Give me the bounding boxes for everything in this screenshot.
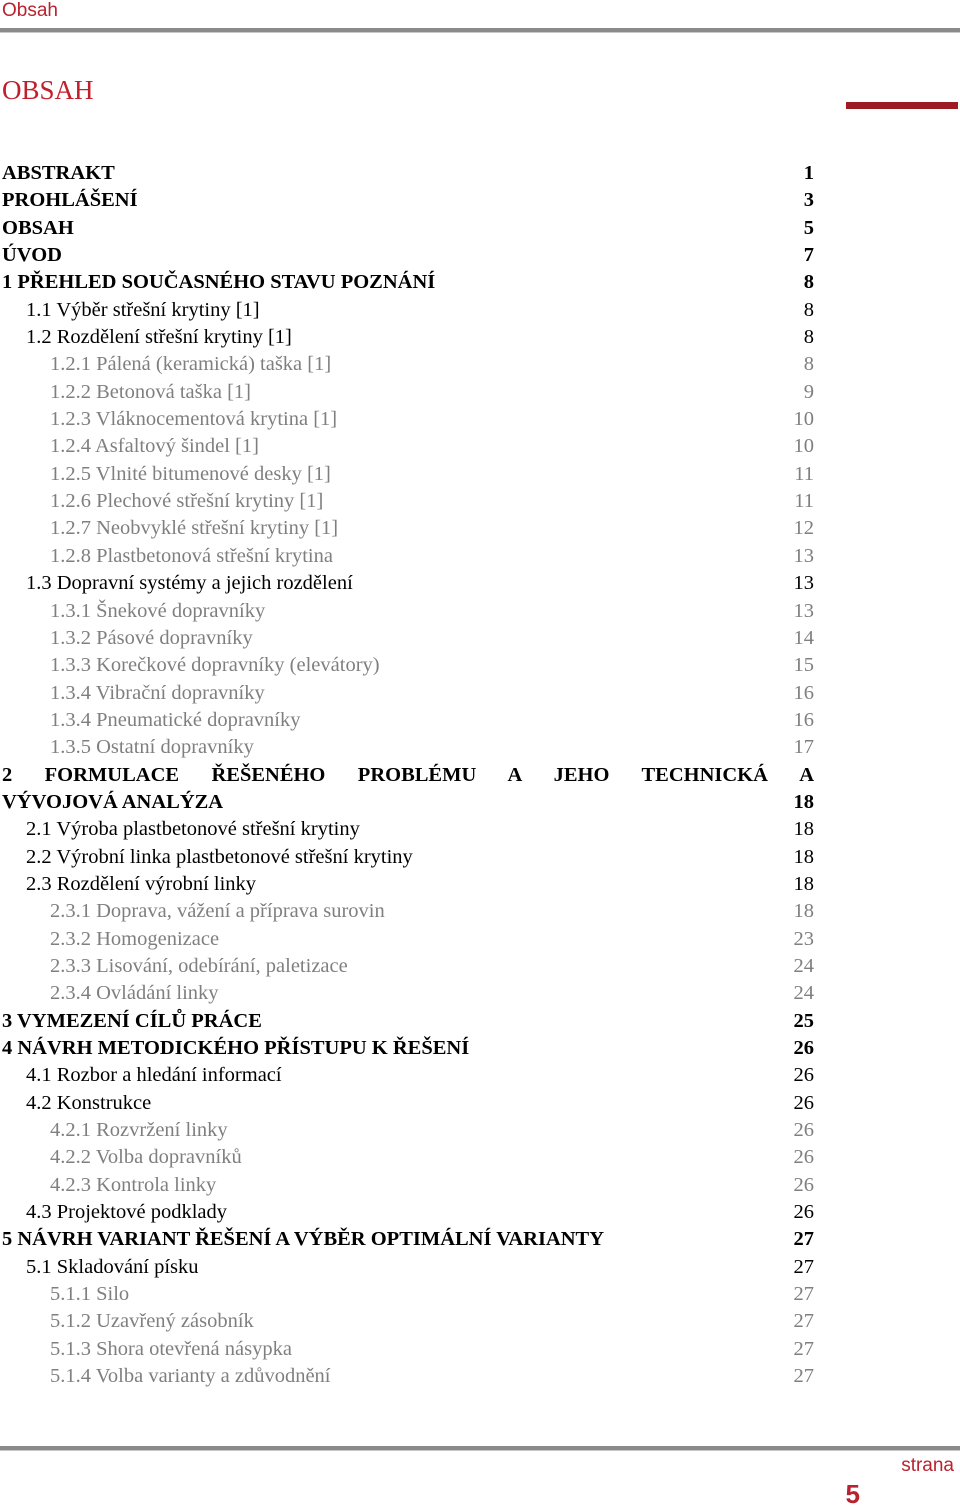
- page-title: OBSAH: [2, 75, 94, 105]
- toc-entry-page: 27: [793, 1255, 814, 1278]
- toc-entry-page: 14: [793, 626, 814, 649]
- footer-page-label: strana: [901, 1455, 954, 1476]
- toc-entry-page: 10: [793, 435, 814, 458]
- toc-entry-page: 18: [793, 818, 814, 841]
- toc-entry-page: 26: [793, 1064, 814, 1087]
- toc-entry[interactable]: [2, 1062, 814, 1089]
- toc-entry[interactable]: [2, 598, 814, 625]
- toc-entry-label: 1.2.1 Pálená (keramická) taška [1]: [50, 353, 332, 376]
- footer-rule: [0, 1446, 960, 1451]
- toc-entry[interactable]: [2, 652, 814, 679]
- toc-entry-page: 25: [793, 1009, 814, 1032]
- toc-entry[interactable]: [2, 488, 814, 515]
- toc-entry-page: 27: [793, 1310, 814, 1333]
- toc-entry-page: 11: [794, 462, 814, 485]
- toc-entry[interactable]: [2, 844, 814, 871]
- toc-entry-label: 1.2.4 Asfaltový šindel [1]: [50, 435, 259, 458]
- toc-entry[interactable]: [2, 1308, 814, 1335]
- toc-entry[interactable]: [2, 543, 814, 570]
- toc-entry[interactable]: [2, 762, 814, 789]
- toc-entry[interactable]: [2, 1226, 814, 1253]
- toc-entry[interactable]: [2, 789, 814, 816]
- toc-entry-page: 13: [793, 572, 814, 595]
- toc-entry[interactable]: [2, 269, 814, 296]
- header-rule: [0, 28, 960, 33]
- toc-entry-page: 11: [794, 490, 814, 513]
- toc-entry-label: 1.2.3 Vláknocementová krytina [1]: [50, 408, 338, 431]
- toc-entry[interactable]: [2, 1008, 814, 1035]
- toc-entry[interactable]: [2, 515, 814, 542]
- toc-entry-label: 1.3 Dopravní systémy a jejich rozdělení: [26, 572, 353, 595]
- toc-entry[interactable]: [2, 1336, 814, 1363]
- toc-entry[interactable]: [2, 297, 814, 324]
- toc-entry-page: 26: [793, 1173, 814, 1196]
- toc-entry-page: 27: [793, 1365, 814, 1388]
- toc-entry[interactable]: [2, 461, 814, 488]
- toc-entry-label: 1.3.4 Pneumatické dopravníky: [50, 708, 301, 731]
- toc-entry-label: 1.3.5 Ostatní dopravníky: [50, 736, 254, 759]
- toc-entry-label: 2.1 Výroba plastbetonové střešní krytiny: [26, 818, 360, 841]
- toc-entry[interactable]: [2, 816, 814, 843]
- toc-entry-label: 4.2 Konstrukce: [26, 1091, 152, 1114]
- toc-entry-page: 8: [803, 271, 814, 294]
- toc-entry-page: 16: [793, 708, 814, 731]
- toc-entry-label: 1.2.7 Neobvyklé střešní krytiny [1]: [50, 517, 339, 540]
- toc-entry-page: 24: [793, 982, 814, 1005]
- toc-entry-page: 18: [793, 790, 814, 813]
- toc-entry[interactable]: [2, 215, 814, 242]
- toc-entry-label: 4.2.1 Rozvržení linky: [50, 1119, 228, 1142]
- toc-entry-label: 1.2.2 Betonová taška [1]: [50, 380, 251, 403]
- toc-entry-label: 5.1.3 Shora otevřená násypka: [50, 1337, 292, 1360]
- toc-entry-label: 5.1 Skladování písku: [26, 1255, 199, 1278]
- toc-entry-page: 10: [793, 408, 814, 431]
- toc-entry-label: ÚVOD: [2, 244, 62, 267]
- toc-entry-label: 1.3.1 Šnekové dopravníky: [50, 599, 266, 622]
- toc-entry-page: 17: [793, 736, 814, 759]
- toc-entry[interactable]: [2, 680, 814, 707]
- toc-entry-label: 1.1 Výběr střešní krytiny [1]: [26, 298, 260, 321]
- toc-entry-page: 15: [793, 654, 814, 677]
- toc-entry[interactable]: [2, 734, 814, 761]
- toc-entry[interactable]: [2, 160, 814, 187]
- toc-entry-label: 1.3.2 Pásové dopravníky: [50, 626, 253, 649]
- toc-entry[interactable]: [2, 351, 814, 378]
- toc-entry-label: 2.3.2 Homogenizace: [50, 927, 220, 950]
- toc-entry[interactable]: [2, 1363, 814, 1390]
- toc-entry-label: 4.1 Rozbor a hledání informací: [26, 1064, 282, 1087]
- toc-entry-label: 2.3.1 Doprava, vážení a příprava surovin: [50, 900, 385, 923]
- toc-entry-page: 27: [793, 1283, 814, 1306]
- toc-entry-label: 2.3.4 Ovládání linky: [50, 982, 219, 1005]
- toc-entry[interactable]: [2, 1117, 814, 1144]
- toc-entry-page: 18: [793, 900, 814, 923]
- toc-entry-page: 27: [793, 1228, 814, 1251]
- toc-entry[interactable]: [2, 324, 814, 351]
- toc-entry[interactable]: [2, 625, 814, 652]
- toc-entry[interactable]: [2, 1199, 814, 1226]
- toc-entry-label: 1.3.4 Vibrační dopravníky: [50, 681, 265, 704]
- toc-entry-page: 3: [803, 189, 814, 212]
- title-accent-bar: [846, 102, 958, 109]
- toc-entry-label: 1.3.3 Korečkové dopravníky (elevátory): [50, 654, 380, 677]
- toc-entry-page: 23: [793, 927, 814, 950]
- toc-entry[interactable]: [2, 926, 814, 953]
- toc-entry-label: 4 NÁVRH METODICKÉHO PŘÍSTUPU K ŘEŠENÍ: [2, 1037, 470, 1059]
- running-header: Obsah: [2, 0, 58, 21]
- toc-entry-label: 5.1.4 Volba varianty a zdůvodnění: [50, 1365, 331, 1388]
- toc-entry[interactable]: [2, 980, 814, 1007]
- toc-entry-page: 18: [793, 872, 814, 895]
- toc-entry-label: 4.3 Projektové podklady: [26, 1201, 227, 1224]
- toc-entry-label: 1.2.5 Vlnité bitumenové desky [1]: [50, 462, 331, 485]
- toc-entry-label: 3 VYMEZENÍ CÍLŮ PRÁCE: [2, 1009, 262, 1032]
- toc-entry[interactable]: [2, 898, 814, 925]
- toc-entry-page: 26: [793, 1037, 814, 1059]
- toc-entry[interactable]: [2, 1281, 814, 1308]
- toc-entry-label: 2.3.3 Lisování, odebírání, paletizace: [50, 954, 348, 977]
- toc-entry-page: 16: [793, 681, 814, 704]
- toc-entry-label: PROHLÁŠENÍ: [2, 189, 138, 212]
- toc-entry-label: 2.3 Rozdělení výrobní linky: [26, 872, 257, 895]
- toc-entry[interactable]: [2, 433, 814, 460]
- toc-entry-page: 24: [793, 954, 814, 977]
- toc-entry-label: 1.2.6 Plechové střešní krytiny [1]: [50, 490, 324, 513]
- toc-entry[interactable]: [2, 1035, 814, 1062]
- toc-entry-label: 4.2.3 Kontrola linky: [50, 1173, 217, 1196]
- toc-entry-page: 12: [793, 517, 814, 540]
- toc-entry[interactable]: [2, 1254, 814, 1281]
- toc-entry-page: 1: [803, 162, 814, 184]
- toc-entry[interactable]: [2, 570, 814, 597]
- toc-entry[interactable]: [2, 1090, 814, 1117]
- toc-entry-label: 5 NÁVRH VARIANT ŘEŠENÍ A VÝBĚR OPTIMÁLNÍ VARIANTY: [2, 1228, 605, 1251]
- toc-entry-page: 27: [793, 1337, 814, 1360]
- toc-entry-label: 2.2 Výrobní linka plastbetonové střešní krytiny: [26, 845, 413, 868]
- toc-entry[interactable]: [2, 242, 814, 269]
- toc-entry-page: 18: [793, 845, 814, 868]
- toc-entry[interactable]: [2, 1172, 814, 1199]
- toc-entry-page: 26: [793, 1201, 814, 1224]
- toc-entry[interactable]: [2, 406, 814, 433]
- toc-entry[interactable]: [2, 871, 814, 898]
- toc-entry-page: 13: [793, 544, 814, 567]
- toc-entry-page: 8: [803, 298, 814, 321]
- toc-entry-page: 8: [803, 326, 814, 349]
- toc-entry[interactable]: [2, 1144, 814, 1171]
- table-of-contents: [2, 160, 814, 1390]
- toc-entry-page: 26: [793, 1119, 814, 1142]
- toc-entry-page: 26: [793, 1091, 814, 1114]
- toc-entry-page: 26: [793, 1146, 814, 1169]
- toc-entry[interactable]: [2, 187, 814, 214]
- toc-entry-page: 9: [803, 380, 814, 403]
- toc-entry-label: 5.1.2 Uzavřený zásobník: [50, 1310, 254, 1333]
- toc-entry-page: 8: [803, 353, 814, 376]
- toc-entry-label: 2 FORMULACE ŘEŠENÉHO PROBLÉMU A JEHO TECHNICKÁ A: [2, 763, 814, 786]
- toc-entry-label: OBSAH: [2, 216, 74, 239]
- toc-entry-label: ABSTRAKT: [2, 162, 115, 184]
- toc-entry-label: VÝVOJOVÁ ANALÝZA: [2, 790, 224, 813]
- toc-entry-label: 5.1.1 Silo: [50, 1283, 130, 1306]
- toc-entry[interactable]: [2, 953, 814, 980]
- toc-entry[interactable]: [2, 379, 814, 406]
- toc-entry[interactable]: [2, 707, 814, 734]
- toc-entry-label: 4.2.2 Volba dopravníků: [50, 1146, 242, 1169]
- toc-entry-page: 7: [803, 244, 814, 267]
- toc-entry-page: 5: [803, 216, 814, 239]
- footer-page-number: 5: [845, 1479, 860, 1509]
- toc-entry-label: 1.2 Rozdělení střešní krytiny [1]: [26, 326, 292, 349]
- toc-entry-label: 1 PŘEHLED SOUČASNÉHO STAVU POZNÁNÍ: [2, 271, 436, 294]
- toc-entry-page: 13: [793, 599, 814, 622]
- toc-entry-label: 1.2.8 Plastbetonová střešní krytina: [50, 544, 333, 567]
